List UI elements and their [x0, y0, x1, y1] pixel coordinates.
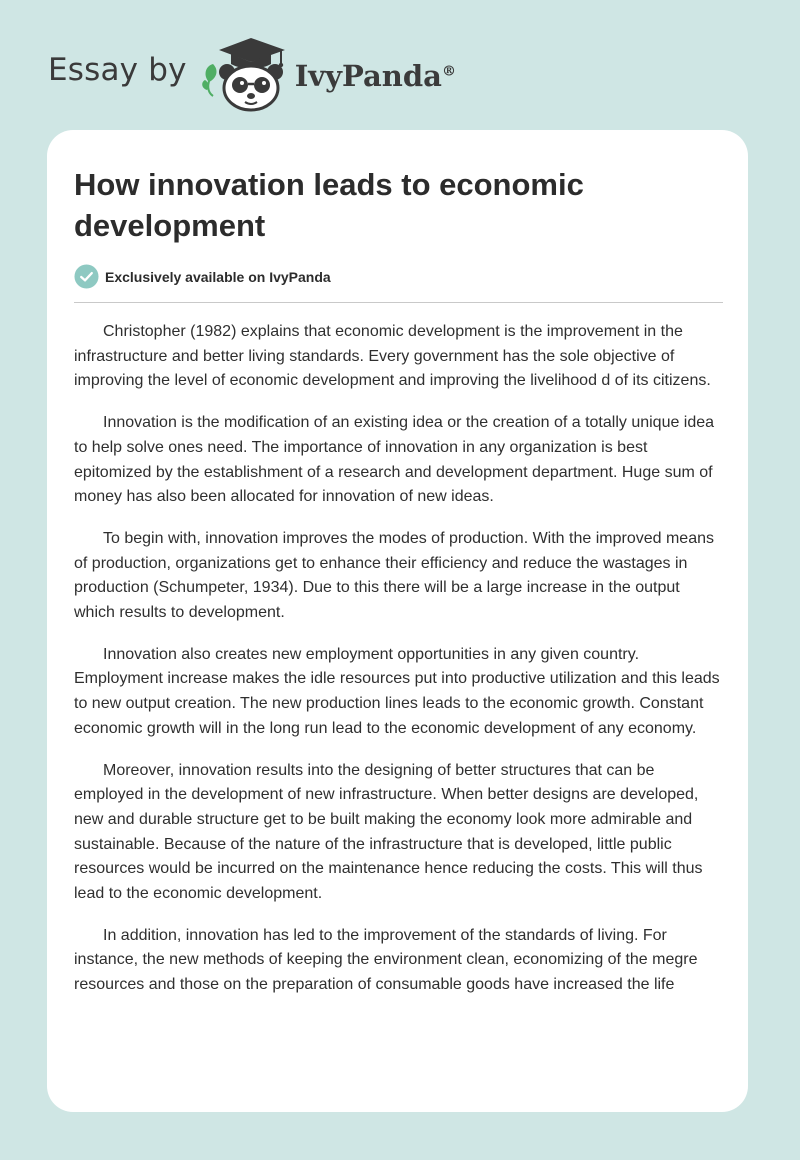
exclusive-badge-text: Exclusively available on IvyPanda [105, 268, 331, 285]
essay-card [47, 130, 748, 1112]
essay-paragraph: To begin with, innovation improves the modes of production. With the improved means of production, organizations get to enhance their efficiency and reduce the wastages in production (Schumpeter, 1934). Due to this there will be a large increase in the output which results to development. [74, 529, 714, 622]
essay-paragraph: Christopher (1982) explains that economic development is the improvement in the infrastructure and better living standards. Every government has the sole objective of improving the level of economic development and improving the livelihood d of its citizens. [74, 323, 711, 390]
title-divider [74, 302, 723, 303]
essay-paragraph: Moreover, innovation results into the designing of better structures that can be employed in the development of new infrastructure. When better designs are developed, new and durable structure get to be built making the economy look more admirable and sustainable. Because of the nature of the infrastructure that is developed, little public resources would be incurred on the maintenance hence reducing the costs. This will thus lead to the economic development. [74, 761, 703, 903]
essay-by-label: Essay by [48, 52, 187, 88]
essay-paragraph: In addition, innovation has led to the improvement of the standards of living. For instance, the new methods of keeping the environment clean, economizing of the megre resources and those on the preparation of consumable goods have increased the life [74, 926, 698, 994]
site-header [48, 36, 456, 112]
brand-name[interactable] [295, 59, 456, 93]
panda-logo-icon[interactable] [201, 36, 293, 112]
essay-body [74, 320, 724, 1015]
check-circle-icon [74, 264, 99, 289]
registered-mark: ® [441, 63, 456, 80]
essay-paragraph: Innovation also creates new employment opportunities in any given country. Employment increase makes the idle resources put into productive utilization and this leads to new output creation. The new production lines leads to the economic growth. Constant economic growth will in the long run lead to the economic development of any economy. [74, 645, 720, 737]
brand-name-text: IvyPanda [294, 59, 442, 93]
exclusive-badge [74, 264, 331, 289]
essay-paragraph: Innovation is the modification of an existing idea or the creation of a totally unique idea to help solve ones need. The importance of innovation in any organization is best epitomized by the establishment of a research and development department. Huge sum of money has also been allocated for innovation of new ideas. [74, 414, 715, 506]
essay-title: How innovation leads to economic development [74, 167, 584, 243]
